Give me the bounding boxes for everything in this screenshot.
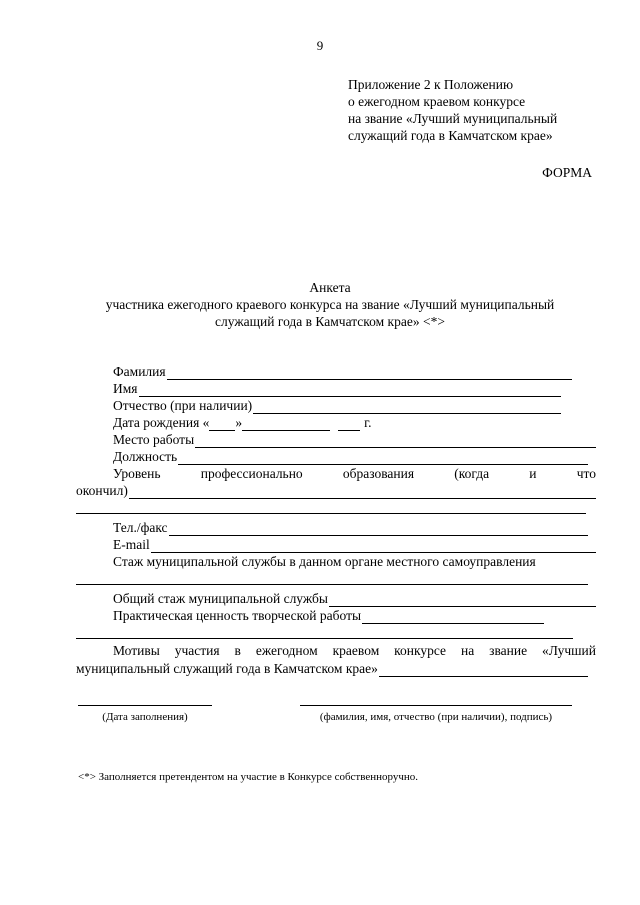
fill-date-field[interactable] [78, 693, 212, 706]
service-local-label: Стаж муниципальной службы в данном органе местного самоуправления [113, 554, 536, 569]
name-caption: (фамилия, имя, отчество (при наличии), подпись) [319, 711, 553, 723]
service-total-row [76, 590, 596, 607]
phone-row [76, 519, 596, 536]
title-line: служащий года в Камчатском крае» <*> [215, 314, 445, 329]
appendix-line: служащий года в Камчатском крае» [348, 128, 553, 143]
workplace-label: Место работы [113, 432, 195, 447]
email-row [76, 536, 596, 553]
education-cont-row [76, 482, 596, 499]
service-local-row [76, 553, 596, 570]
signature-field[interactable] [300, 693, 572, 706]
practical-value-label: Практическая ценность творческой работы [113, 608, 362, 623]
phone-field[interactable] [169, 522, 588, 536]
education-word: (когда [454, 466, 490, 481]
surname-row [76, 363, 596, 380]
appendix-line: на звание «Лучший муниципальный [348, 111, 558, 126]
education-extra-line[interactable] [76, 501, 586, 514]
title-line: Анкета [309, 280, 351, 295]
page-number: 9 [316, 38, 324, 53]
birth-year-field[interactable] [338, 417, 360, 431]
education-row [76, 465, 596, 482]
birth-month-field[interactable] [242, 417, 330, 431]
surname-label: Фамилия [113, 364, 166, 379]
education-word: образования [342, 466, 415, 481]
education-word: Уровень [113, 466, 161, 481]
email-label: E-mail [113, 537, 150, 552]
patronymic-label: Отчество (при наличии) [113, 398, 253, 413]
motives-paragraph [76, 642, 596, 677]
motives-line: Мотивы участия в ежегодном краевом конкурсе на звание «Лучший [113, 643, 596, 658]
workplace-field[interactable] [195, 434, 596, 448]
motives-field[interactable] [379, 663, 588, 677]
patronymic-field[interactable] [253, 400, 561, 414]
appendix-line: о ежегодном краевом конкурсе [348, 94, 526, 109]
date-caption: (Дата заполнения) [102, 711, 188, 723]
patronymic-row [76, 397, 596, 414]
birth-year-suffix: г. [364, 415, 372, 430]
birth-date-row [76, 414, 596, 431]
email-field[interactable] [151, 539, 596, 553]
name-label: Имя [113, 381, 138, 396]
practical-value-field[interactable] [362, 610, 544, 624]
document-title [60, 279, 600, 330]
position-field[interactable] [178, 451, 588, 465]
practical-value-row [76, 607, 596, 624]
education-word: и [529, 466, 537, 481]
service-local-field[interactable] [76, 572, 588, 585]
motives-line-row [76, 660, 596, 677]
education-word: что [576, 466, 596, 481]
birth-date-quote: » [235, 415, 243, 430]
surname-field[interactable] [167, 366, 572, 380]
education-cont-label: окончил) [76, 483, 128, 498]
name-field[interactable] [139, 383, 561, 397]
birth-date-label: Дата рождения « [113, 415, 210, 430]
date-signature-block [78, 693, 212, 724]
education-word: профессионально [200, 466, 303, 481]
position-row [76, 448, 596, 465]
service-total-label: Общий стаж муниципальной службы [113, 591, 328, 606]
workplace-row [76, 431, 596, 448]
motives-line: муниципальный служащий года в Камчатском крае» [76, 661, 378, 676]
practical-value-extra-line[interactable] [76, 626, 573, 639]
appendix-line: Приложение 2 к Положению [348, 77, 514, 92]
phone-label: Тел./факс [113, 520, 168, 535]
appendix-header [348, 76, 557, 144]
service-total-field[interactable] [329, 593, 596, 607]
position-label: Должность [113, 449, 178, 464]
name-row [76, 380, 596, 397]
title-line: участника ежегодного краевого конкурса на звание «Лучший муниципальный [105, 297, 555, 312]
education-field[interactable] [129, 485, 596, 499]
questionnaire-fields [76, 363, 596, 677]
name-signature-block [300, 693, 572, 724]
birth-day-field[interactable] [209, 417, 235, 431]
footnote: <*> Заполняется претендентом на участие в Конкурсе собственноручно. [78, 771, 419, 783]
form-label: ФОРМА [542, 165, 592, 180]
